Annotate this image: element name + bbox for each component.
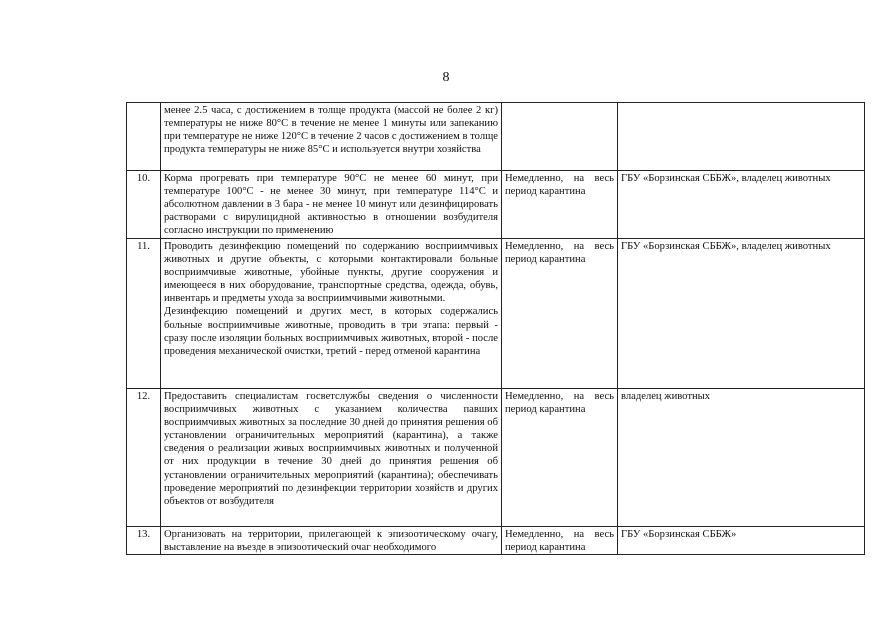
row-number: 11. xyxy=(127,239,161,389)
row-number: 12. xyxy=(127,389,161,527)
measure-text xyxy=(161,527,502,555)
term-text: Немедленно, на весь период карантина xyxy=(502,171,618,239)
measure-text xyxy=(161,103,502,171)
responsible-text: ГБУ «Борзинская СББЖ», владелец животных xyxy=(618,239,865,389)
responsible-text: ГБУ «Борзинская СББЖ» xyxy=(618,527,865,555)
table-row xyxy=(127,171,865,239)
page-number: 8 xyxy=(442,70,450,85)
responsible-text xyxy=(618,103,865,171)
measure-paragraph: Организовать на территории, прилегающей к эпизоотическому очагу, выставление на въезде в эпизоотический очаг необходимого xyxy=(164,529,498,554)
table-row xyxy=(127,389,865,527)
row-number xyxy=(127,103,161,171)
measure-text xyxy=(161,389,502,527)
measure-text xyxy=(161,239,502,389)
measure-paragraph: Корма прогревать при температуре 90°С не менее 60 минут, при температуре 100°С - не менее 30 минут, при температуре 114°С и абсолютном давлении в 3 бара - не менее 10 минут или дезинфицировать растворами с вирулицидной активностью в отношении возбудителя согласно инструкции по применению xyxy=(164,173,498,237)
table-row xyxy=(127,527,865,555)
row-number: 13. xyxy=(127,527,161,555)
table-row xyxy=(127,239,865,389)
measure-paragraph: Проводить дезинфекцию помещений по содержанию восприимчивых животных и другие объекты, с которыми контактировали больные восприимчивые животные, убойные пункты, другие сооружения и имеющееся в них оборудование, транспортные средства, одежда, обувь, инвентарь и предметы ухода за восприимчивыми животными. xyxy=(164,241,498,305)
measure-text xyxy=(161,171,502,239)
term-text: Немедленно, на весь период карантина xyxy=(502,389,618,527)
responsible-text: владелец животных xyxy=(618,389,865,527)
measure-paragraph: Дезинфекцию помещений и других мест, в которых содержались больные восприимчивые животные, проводить в три этапа: первый - сразу после изоляции больных восприимчивых животных, второй - после проведения механической очистки, третий - перед отменой карантина xyxy=(164,306,498,357)
row-number: 10. xyxy=(127,171,161,239)
term-text: Немедленно, на весь период карантина xyxy=(502,527,618,555)
measure-paragraph: Предоставить специалистам госветслужбы сведения о численности восприимчивых животных с указанием количества павших восприимчивых животных за последние 30 дней до принятия решения об установлении ограничительных мероприятий (карантина), а также сведения о реализации живых восприимчивых животных и полученной от них продукции в течение 30 дней до принятия решения об установлении ограничительных мероприятий (карантина); обеспечивать проведение мероприятий по дезинфекции территории хозяйств и других объектов от возбудителя xyxy=(164,391,498,507)
measure-paragraph: менее 2.5 часа, с достижением в толще продукта (массой не более 2 кг) температуры не ниже 80°С в течение не менее 1 минуты или запеканию при температуре не ниже 120°С в течение 2 часов с достижением в толще продукта температуры не ниже 85°С и используется внутри хозяйства xyxy=(164,105,498,156)
term-text: Немедленно, на весь период карантина xyxy=(502,239,618,389)
term-text xyxy=(502,103,618,171)
measures-table xyxy=(126,102,865,555)
table-row xyxy=(127,103,865,171)
responsible-text: ГБУ «Борзинская СББЖ», владелец животных xyxy=(618,171,865,239)
